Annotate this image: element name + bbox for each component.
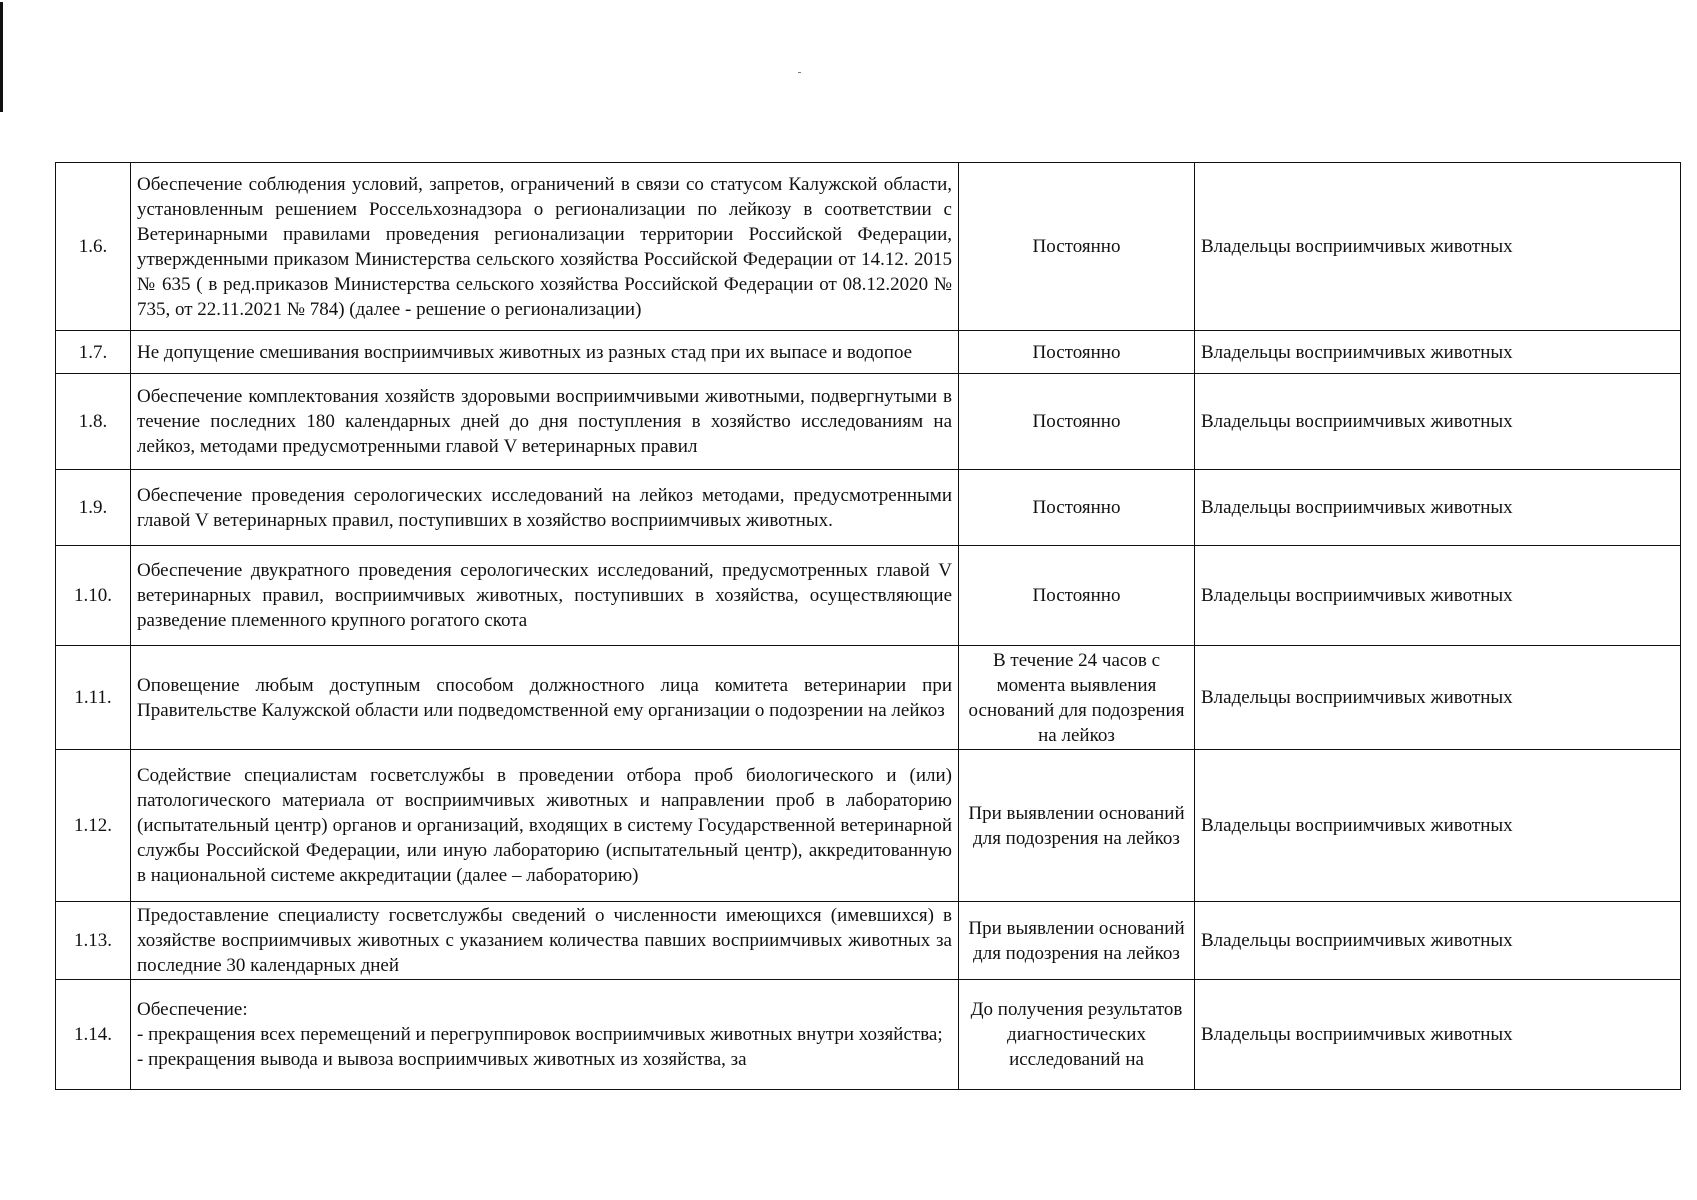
table-row	[56, 374, 1681, 470]
row-term: Постоянно	[959, 470, 1195, 546]
row-executor: Владельцы восприимчивых животных	[1195, 980, 1681, 1090]
row-number: 1.10.	[56, 546, 131, 646]
row-description: Содействие специалистам госветслужбы в проведении отбора проб биологического и (или) патологического материала от восприимчивых животных и направлении проб в лабораторию (испытательный центр) органов и организаций, входящих в систему Государственной ветеринарной службы Российской Федерации, или иную лабораторию (испытательный центр), аккредитованную в национальной системе аккредитации (далее – лабораторию)	[131, 750, 959, 902]
description-line: - прекращения вывода и вывоза восприимчивых животных из хозяйства, за	[137, 1049, 747, 1070]
description-line: Обеспечение:	[137, 999, 248, 1020]
row-description: Обеспечение двукратного проведения серологических исследований, предусмотренных главой V ветеринарных правил, восприимчивых животных, поступивших в хозяйства, осуществляющие разведение племенного крупного рогатого скота	[131, 546, 959, 646]
row-term: Постоянно	[959, 546, 1195, 646]
row-term: Постоянно	[959, 163, 1195, 331]
row-description: Обеспечение соблюдения условий, запретов, ограничений в связи со статусом Калужской области, установленным решением Россельхознадзора о регионализации по лейкозу в соответствии с Ветеринарными правилами проведения регионализации территории Российской Федерации, утвержденными приказом Министерства сельского хозяйства Российской Федерации от 14.12. 2015 № 635 ( в ред.приказов Министерства сельского хозяйства Российской Федерации от 08.12.2020 № 735, от 22.11.2021 № 784) (далее - решение о регионализации)	[131, 163, 959, 331]
table-row	[56, 750, 1681, 902]
row-description: Обеспечение комплектования хозяйств здоровыми восприимчивыми животными, подвергнутыми в течение последних 180 календарных дней до дня поступления в хозяйство исследованиям на лейкоз, методами предусмотренными главой V ветеринарных правил	[131, 374, 959, 470]
row-number: 1.6.	[56, 163, 131, 331]
row-number: 1.9.	[56, 470, 131, 546]
row-number: 1.8.	[56, 374, 131, 470]
row-description: Не допущение смешивания восприимчивых животных из разных стад при их выпасе и водопое	[131, 331, 959, 374]
table-row	[56, 980, 1681, 1090]
row-number: 1.14.	[56, 980, 131, 1090]
row-number: 1.7.	[56, 331, 131, 374]
row-executor: Владельцы восприимчивых животных	[1195, 546, 1681, 646]
row-term: Постоянно	[959, 374, 1195, 470]
row-executor: Владельцы восприимчивых животных	[1195, 374, 1681, 470]
table-row	[56, 163, 1681, 331]
row-executor: Владельцы восприимчивых животных	[1195, 750, 1681, 902]
row-executor: Владельцы восприимчивых животных	[1195, 646, 1681, 750]
row-executor: Владельцы восприимчивых животных	[1195, 902, 1681, 980]
description-line: - прекращения всех перемещений и перегруппировок восприимчивых животных внутри хозяйства;	[137, 1024, 943, 1045]
table-row	[56, 902, 1681, 980]
row-term: В течение 24 часов с момента выявления оснований для подозрения на лейкоз	[959, 646, 1195, 750]
row-term: При выявлении оснований для подозрения на лейкоз	[959, 902, 1195, 980]
table-row	[56, 331, 1681, 374]
table-row	[56, 646, 1681, 750]
scan-edge-mark	[0, 2, 3, 112]
scan-dust-mark	[798, 72, 801, 73]
row-term: Постоянно	[959, 331, 1195, 374]
row-description: Оповещение любым доступным способом должностного лица комитета ветеринарии при Правительстве Калужской области или подведомственной ему организации о подозрении на лейкоз	[131, 646, 959, 750]
row-description	[131, 980, 959, 1090]
row-term: При выявлении оснований для подозрения на лейкоз	[959, 750, 1195, 902]
table-row	[56, 470, 1681, 546]
row-description: Предоставление специалисту госветслужбы сведений о численности имеющихся (имевшихся) в хозяйстве восприимчивых животных с указанием количества павших восприимчивых животных за последние 30 календарных дней	[131, 902, 959, 980]
row-number: 1.12.	[56, 750, 131, 902]
row-number: 1.11.	[56, 646, 131, 750]
row-term: До получения результатов диагностических исследований на	[959, 980, 1195, 1090]
measures-table	[55, 162, 1681, 1090]
row-number: 1.13.	[56, 902, 131, 980]
row-executor: Владельцы восприимчивых животных	[1195, 470, 1681, 546]
row-executor: Владельцы восприимчивых животных	[1195, 163, 1681, 331]
table-row	[56, 546, 1681, 646]
row-executor: Владельцы восприимчивых животных	[1195, 331, 1681, 374]
row-description: Обеспечение проведения серологических исследований на лейкоз методами, предусмотренными главой V ветеринарных правил, поступивших в хозяйство восприимчивых животных.	[131, 470, 959, 546]
